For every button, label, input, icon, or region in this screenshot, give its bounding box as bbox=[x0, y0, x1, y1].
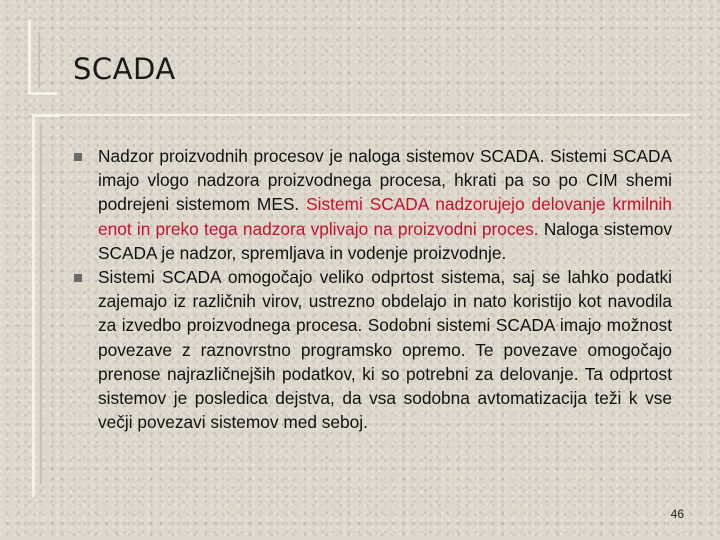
decorative-frame-body-inner bbox=[40, 124, 56, 484]
square-bullet-icon bbox=[74, 153, 82, 161]
title-divider bbox=[38, 114, 690, 116]
bullet-item bbox=[72, 144, 672, 265]
bullet-text-segment: Sistemi SCADA omogočajo veliko odprtost sistema, saj se lahko podatki zajemajo iz različnih virov, ustrezno obdelajo in nato koristijo kot navodila za izvedbo proizvodnega procesa. Sodobni sistemi SCADA imajo možnost povezave z raznovrstno programsko opremo. Te povezave omogočajo prenose najrazličnejših podatkov, ki so potrebni za delovanje. Ta odprtost sistemov je posledica dejstva, da vsa sodobna avtomatizacija teži k vse večji povezavi sistemov med seboj. bbox=[98, 267, 672, 433]
slide-title: SCADA bbox=[73, 52, 176, 86]
bullet-text-segment: Naloga sistemov SCADA je nadzor, spremljava in vodenje proizvodnje. bbox=[98, 218, 672, 263]
bullet-text-segment: Nadzor proizvodnih procesov je naloga sistemov SCADA. Sistemi SCADA imajo vlogo nadzora proizvodnega procesa, hkrati pa so po CIM shemi podrejeni sistemom MES. bbox=[98, 146, 672, 215]
decorative-frame-top-inner bbox=[38, 32, 54, 88]
square-bullet-icon bbox=[74, 274, 82, 282]
bullet-list bbox=[72, 144, 672, 434]
bullet-item bbox=[72, 265, 672, 434]
page-number: 46 bbox=[670, 507, 684, 521]
bullet-text-highlight: Sistemi SCADA nadzorujejo delovanje krmilnih enot in preko tega nadzora vplivajo na proizvodni proces. bbox=[98, 194, 672, 239]
